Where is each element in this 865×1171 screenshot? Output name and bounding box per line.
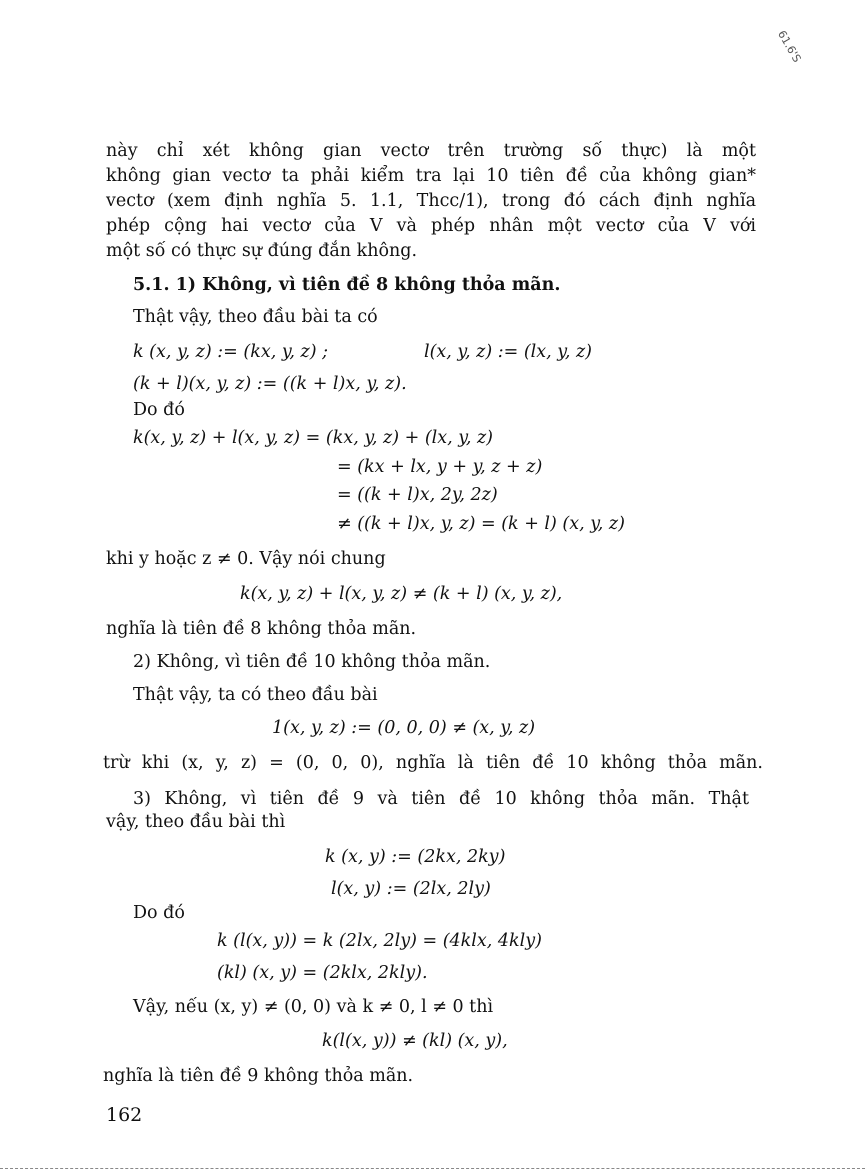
formula: = (kx + lx, y + y, z + z) [337,457,543,477]
formula: k(l(x, y)) ≠ (kl) (x, y), [322,1031,508,1051]
text-line: vectơ (xem định nghĩa 5. 1.1, Thcc/1), trong đó cách định nghĩa [106,191,756,211]
formula: 1(x, y, z) := (0, 0, 0) ≠ (x, y, z) [272,718,536,738]
section-heading: 3) Không, vì tiên đề 9 và tiên đề 10 không thỏa mãn. Thật [133,789,749,809]
text-line: khi y hoặc z ≠ 0. Vậy nói chung [106,549,386,569]
text-line: Thật vậy, theo đầu bài ta có [133,307,378,327]
formula: (k + l)(x, y, z) := ((k + l)x, y, z). [133,374,407,394]
formula: l(x, y, z) := (lx, y, z) [424,342,592,362]
text-line: trừ khi (x, y, z) = (0, 0, 0), nghĩa là tiên đề 10 không thỏa mãn. [103,753,763,773]
formula: ≠ ((k + l)x, y, z) = (k + l) (x, y, z) [337,514,625,534]
text-line: một số có thực sự đúng đắn không. [106,241,418,261]
text-line: Do đó [133,400,185,420]
text-line: phép cộng hai vectơ của V và phép nhân một vectơ của V với [106,216,756,236]
text-line: này chỉ xét không gian vectơ trên trường số thực) là một [106,141,756,161]
text-line: không gian vectơ ta phải kiểm tra lại 10 tiên đề của không gian* [106,166,756,186]
formula: (kl) (x, y) = (2klx, 2kly). [217,963,428,983]
formula: l(x, y) := (2lx, 2ly) [331,879,491,899]
formula: k(x, y, z) + l(x, y, z) = (kx, y, z) + (lx, y, z) [133,428,493,448]
formula: k(x, y, z) + l(x, y, z) ≠ (k + l) (x, y, z), [240,584,563,604]
text-line: nghĩa là tiên đề 8 không thỏa mãn. [106,619,417,639]
text-line: vậy, theo đầu bài thì [106,812,286,832]
formula: k (x, y) := (2kx, 2ky) [325,847,506,867]
page-bottom-edge [0,1168,865,1170]
page-number: 162 [106,1104,143,1126]
section-heading: 5.1. 1) Không, vì tiên đề 8 không thỏa mãn. [133,275,561,295]
formula: k (x, y, z) := (kx, y, z) ; [133,342,329,362]
library-stamp: 61.6'S [774,28,804,65]
text-line: Vậy, nếu (x, y) ≠ (0, 0) và k ≠ 0, l ≠ 0 thì [133,997,494,1017]
section-heading: 2) Không, vì tiên đề 10 không thỏa mãn. [133,652,491,672]
formula: k (l(x, y)) = k (2lx, 2ly) = (4klx, 4kly) [217,931,542,951]
text-line: Thật vậy, ta có theo đầu bài [133,685,378,705]
text-line: Do đó [133,903,185,923]
text-line: nghĩa là tiên đề 9 không thỏa mãn. [103,1066,414,1086]
formula: = ((k + l)x, 2y, 2z) [337,485,498,505]
